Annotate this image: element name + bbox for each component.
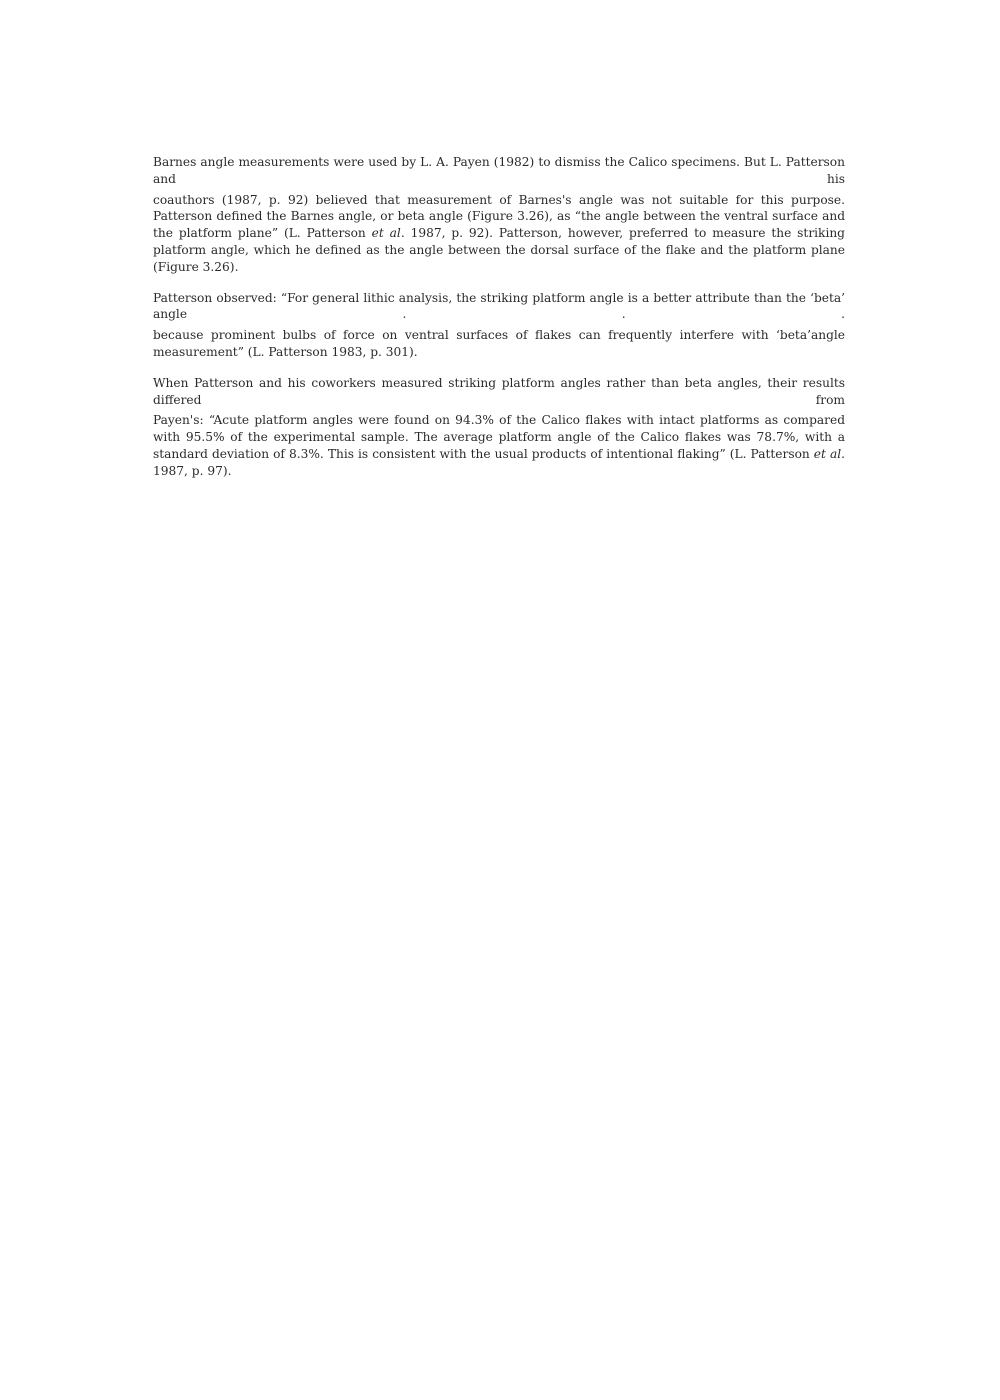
paragraph-first-line: When Patterson and his coworkers measured striking platform angles rather than beta angles, their results differed from: [153, 375, 845, 407]
paragraph-first-line: Barnes angle measurements were used by L. A. Payen (1982) to dismiss the Calico specimens. But L. Patterson and his: [153, 155, 845, 186]
paragraph-first-line: Patterson observed: “For general lithic analysis, the striking platform angle is a better attribute than the ‘beta’ angle . . .: [153, 290, 845, 322]
italic-citation: et al.: [371, 226, 405, 241]
paragraph-text: coauthors (1987, p. 92) believed that measurement of Barnes's angle was not suitable for this purpose. Patterson defined the Barnes angle, or beta angle (Figure 3.26), as “the angle between the ventral surface and the platform plane” (L. Patterson: [153, 192, 845, 241]
paragraph-text: 1987, p. 92). Patterson, however, preferred to measure the striking platform angle, which he defined as the angle between the dorsal surface of the flake and the platform plane (Figure 3.26).: [153, 226, 845, 274]
italic-citation: et al.: [813, 446, 845, 461]
document-body: [153, 154, 845, 494]
paragraph-platform-angles: [153, 375, 845, 480]
paragraph-text: Payen's: “Acute platform angles were found on 94.3% of the Calico flakes with intact platforms as compared with 95.5% of the experimental sample. The average platform angle of the Calico flakes was 78.7%, with a standard deviation of 8.3%. This is consistent with the usual products of intentional flaking” (L. Patterson: [153, 413, 845, 461]
paragraph-patterson-observed: [153, 290, 845, 361]
paragraph-text: because prominent bulbs of force on ventral surfaces of flakes can frequently interfere with ‘beta’angle measurement” (L. Patterson 1983, p. 301).: [153, 328, 845, 359]
paragraph-barnes-angle: [153, 154, 845, 276]
paragraph-text: 1987, p. 97).: [153, 463, 232, 478]
